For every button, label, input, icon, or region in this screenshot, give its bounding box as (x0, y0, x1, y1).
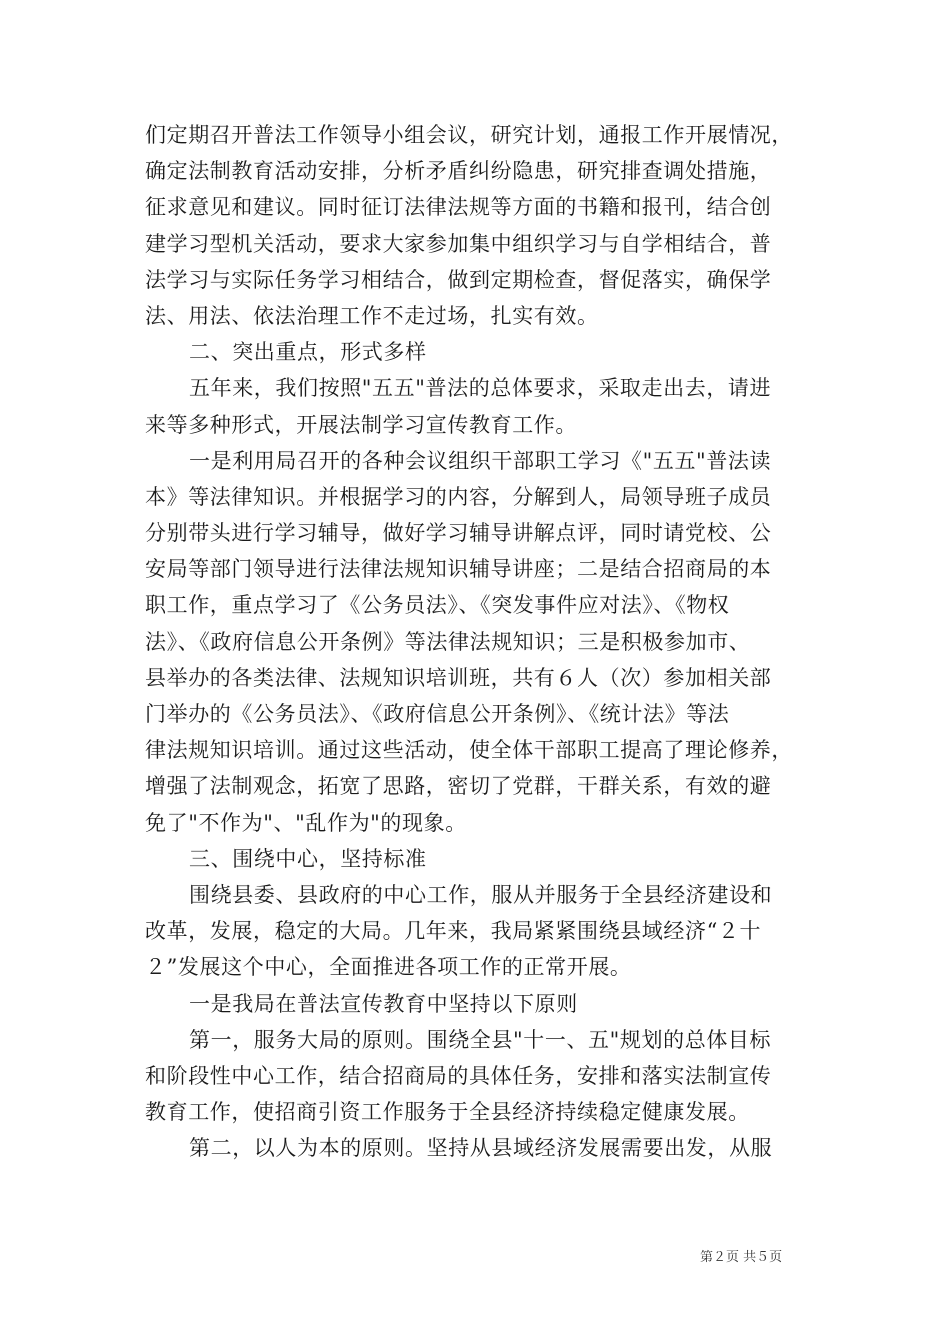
text-line: 改革，发展，稳定的大局。几年来，我局紧紧围绕县域经济“２十 (145, 919, 762, 944)
text-line: 职工作，重点学习了《公务员法》、《突发事件应对法》、《物权 (145, 593, 730, 618)
text-line: 本》等法律知识。并根据学习的内容，分解到人，局领导班子成员 (145, 484, 772, 509)
section-heading: 三、围绕中心，坚持标准 (189, 846, 427, 871)
page-number-footer: 第２页 共５页 (700, 1250, 783, 1265)
text-line: 征求意见和建议。同时征订法律法规等方面的书籍和报刊，结合创 (145, 195, 772, 220)
text-line: 第二，以人为本的原则。坚持从县域经济发展需要出发，从服 (189, 1136, 773, 1161)
text-line: 分别带头进行学习辅导，做好学习辅导讲解点评，同时请党校、公 (145, 521, 772, 546)
text-line: 第一，服务大局的原则。围绕全县"十一、五"规划的总体目标 (189, 1027, 772, 1052)
text-line: 免了"不作为"、"乱作为"的现象。 (145, 810, 467, 835)
text-line: 法》、《政府信息公开条例》等法律法规知识；三是积极参加市、 (145, 629, 751, 654)
text-line: 五年来，我们按照"五五"普法的总体要求，采取走出去，请进 (189, 376, 772, 401)
text-line: 县举办的各类法律、法规知识培训班，共有６人（次）参加相关部 (145, 665, 772, 690)
text-line: 门举办的《公务员法》、《政府信息公开条例》、《统计法》等法 (145, 702, 730, 726)
text-line: 安局等部门领导进行法律法规知识辅导讲座；二是结合招商局的本 (145, 557, 772, 582)
text-line: 增强了法制观念，拓宽了思路，密切了党群，干群关系，有效的避 (145, 774, 772, 799)
text-line: 法学习与实际任务学习相结合，做到定期检查，督促落实，确保学 (145, 267, 772, 292)
text-line: ２”发展这个中心，全面推进各项工作的正常开展。 (145, 955, 632, 980)
text-line: 确定法制教育活动安排，分析矛盾纠纷隐患，研究排查调处措施， (145, 159, 772, 184)
text-line: 法、用法、依法治理工作不走过场，扎实有效。 (145, 303, 599, 328)
section-heading: 二、突出重点，形式多样 (189, 340, 427, 365)
text-line: 一是利用局召开的各种会议组织干部职工学习《"五五"普法读 (189, 448, 772, 473)
text-line: 围绕县委、县政府的中心工作，服从并服务于全县经济建设和 (189, 882, 773, 907)
text-line: 来等多种形式，开展法制学习宣传教育工作。 (145, 412, 577, 437)
document-body (145, 117, 825, 1166)
text-line: 们定期召开普法工作领导小组会议，研究计划，通报工作开展情况， (145, 123, 793, 147)
text-line: 律法规知识培训。通过这些活动，使全体干部职工提高了理论修养， (145, 738, 793, 763)
text-line: 教育工作，使招商引资工作服务于全县经济持续稳定健康发展。 (145, 1100, 750, 1125)
text-line: 和阶段性中心工作，结合招商局的具体任务，安排和落实法制宣传 (145, 1063, 772, 1088)
text-line: 一是我局在普法宣传教育中坚持以下原则 (189, 991, 578, 1016)
text-line: 建学习型机关活动，要求大家参加集中组织学习与自学相结合，普 (145, 231, 772, 256)
